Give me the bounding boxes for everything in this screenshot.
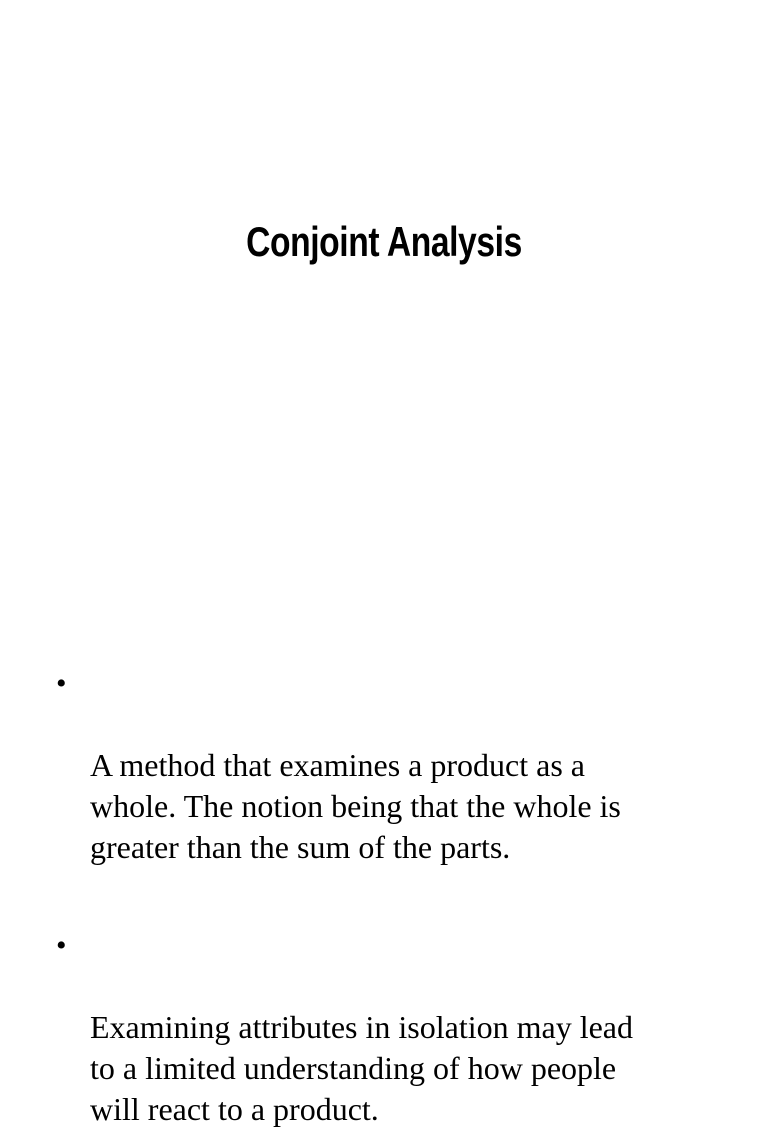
bullet-text: Examining attributes in isolation may lead to a limited understanding of how people will react to a product.: [90, 1009, 633, 1127]
bullet-item-attributes: [56, 925, 716, 1130]
bullet-item-method: [56, 663, 716, 868]
bullet-text: A method that examines a product as a whole. The notion being that the whole is greater than the sum of the parts.: [90, 747, 621, 865]
bullet-icon: •: [56, 929, 67, 962]
slide-title: Conjoint Analysis: [246, 218, 522, 265]
bullet-icon: •: [56, 667, 67, 700]
bullet-list: [56, 663, 716, 1130]
